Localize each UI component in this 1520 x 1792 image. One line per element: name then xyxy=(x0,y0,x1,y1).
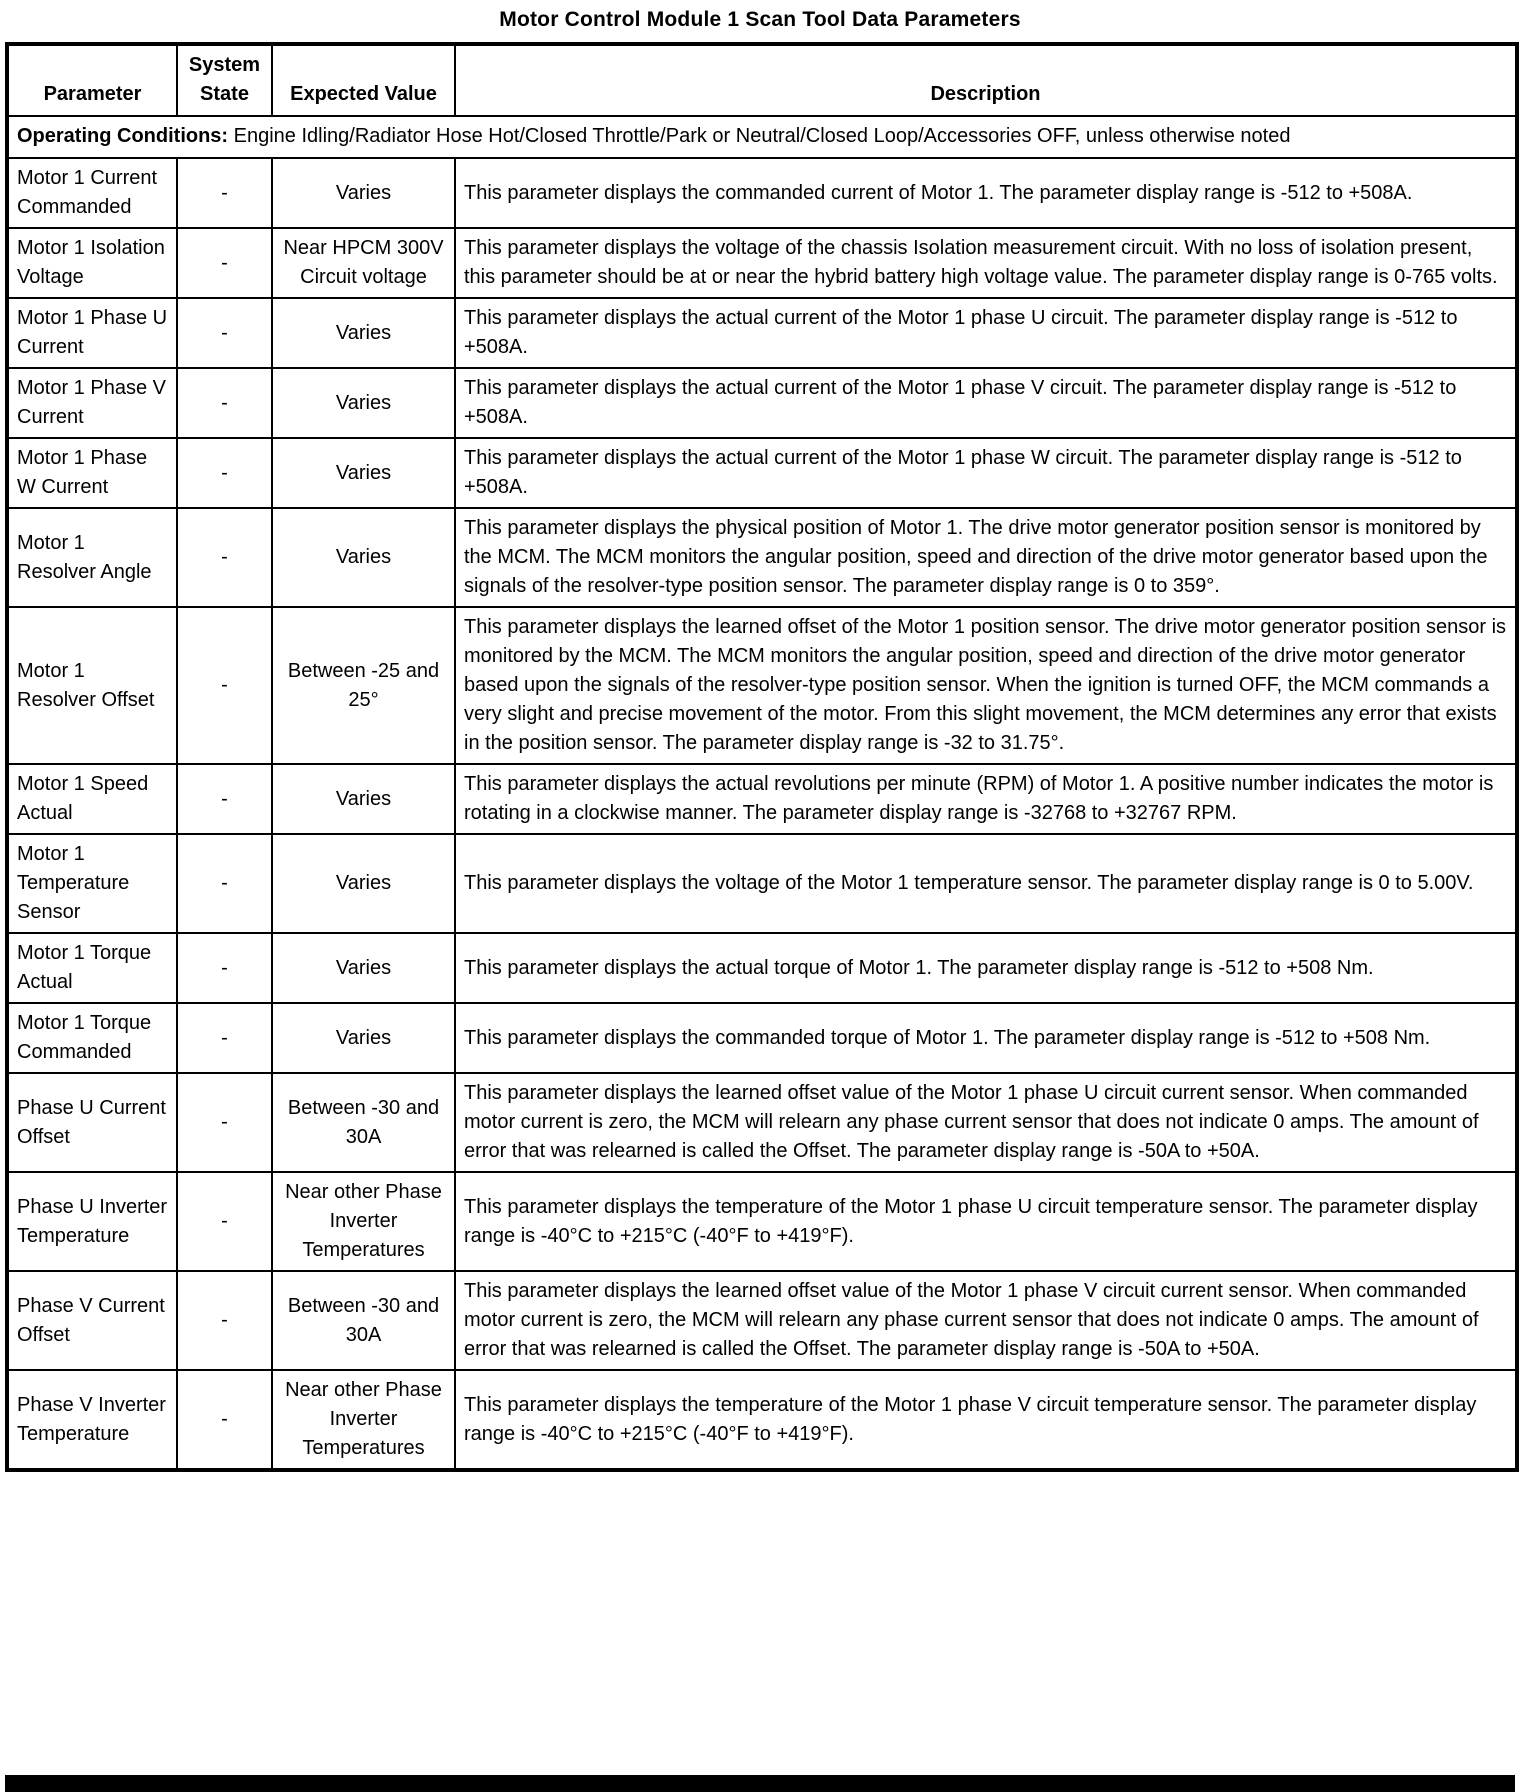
description-cell: This parameter displays the commanded torque of Motor 1. The parameter display range is -512 to +508 Nm. xyxy=(455,1003,1517,1073)
operating-conditions-cell xyxy=(7,116,1517,158)
expected-value-cell: Near other Phase Inverter Temperatures xyxy=(272,1172,455,1271)
parameter-cell: Phase V Inverter Temperature xyxy=(7,1370,177,1470)
table-header-row xyxy=(7,44,1517,116)
description-cell: This parameter displays the actual revolutions per minute (RPM) of Motor 1. A positive number indicates the motor is rotating in a clockwise manner. The parameter display range is -32768 to +32767 RPM. xyxy=(455,764,1517,834)
expected-value-cell: Between -30 and 30A xyxy=(272,1073,455,1172)
system-state-cell: - xyxy=(177,1073,272,1172)
parameter-row xyxy=(7,1172,1517,1271)
parameter-row xyxy=(7,158,1517,228)
parameters-table xyxy=(5,42,1519,1472)
description-cell: This parameter displays the actual torque of Motor 1. The parameter display range is -512 to +508 Nm. xyxy=(455,933,1517,1003)
expected-value-cell: Varies xyxy=(272,438,455,508)
description-cell: This parameter displays the temperature of the Motor 1 phase U circuit temperature sensor. The parameter display range is -40°C to +215°C (-40°F to +419°F). xyxy=(455,1172,1517,1271)
parameter-cell: Motor 1 Current Commanded xyxy=(7,158,177,228)
system-state-cell: - xyxy=(177,1370,272,1470)
description-cell: This parameter displays the commanded current of Motor 1. The parameter display range is -512 to +508A. xyxy=(455,158,1517,228)
description-cell: This parameter displays the actual current of the Motor 1 phase W circuit. The parameter display range is -512 to +508A. xyxy=(455,438,1517,508)
parameter-row xyxy=(7,438,1517,508)
system-state-cell: - xyxy=(177,1003,272,1073)
system-state-cell: - xyxy=(177,298,272,368)
description-cell: This parameter displays the physical position of Motor 1. The drive motor generator position sensor is monitored by the MCM. The MCM monitors the angular position, speed and direction of the drive motor generator based upon the signals of the resolver-type position sensor. The parameter display range is 0 to 359°. xyxy=(455,508,1517,607)
parameter-row xyxy=(7,1271,1517,1370)
parameter-row xyxy=(7,607,1517,764)
parameter-row xyxy=(7,834,1517,933)
parameter-row xyxy=(7,933,1517,1003)
parameter-cell: Motor 1 Speed Actual xyxy=(7,764,177,834)
parameter-row xyxy=(7,368,1517,438)
system-state-cell: - xyxy=(177,508,272,607)
parameter-cell: Motor 1 Temperature Sensor xyxy=(7,834,177,933)
expected-value-cell: Near other Phase Inverter Temperatures xyxy=(272,1370,455,1470)
parameter-cell: Phase U Inverter Temperature xyxy=(7,1172,177,1271)
expected-value-cell: Varies xyxy=(272,834,455,933)
parameter-row xyxy=(7,298,1517,368)
expected-value-cell: Varies xyxy=(272,158,455,228)
description-cell: This parameter displays the learned offset of the Motor 1 position sensor. The drive motor generator position sensor is monitored by the MCM. The MCM monitors the angular position, speed and direction of the drive motor generator based upon the signals of the resolver-type position sensor. When the ignition is turned OFF, the MCM commands a very slight and precise movement of the motor. From this slight movement, the MCM determines any error that exists in the position sensor. The parameter display range is -32 to 31.75°. xyxy=(455,607,1517,764)
page-title: Motor Control Module 1 Scan Tool Data Parameters xyxy=(499,8,1021,31)
parameter-cell: Phase U Current Offset xyxy=(7,1073,177,1172)
expected-value-cell: Varies xyxy=(272,764,455,834)
parameter-cell: Phase V Current Offset xyxy=(7,1271,177,1370)
description-cell: This parameter displays the voltage of the chassis Isolation measurement circuit. With no loss of isolation present, this parameter should be at or near the hybrid battery high voltage value. The parameter display range is 0-765 volts. xyxy=(455,228,1517,298)
description-cell: This parameter displays the learned offset value of the Motor 1 phase U circuit current sensor. When commanded motor current is zero, the MCM will relearn any phase current sensor that does not indicate 0 amps. The amount of error that was relearned is called the Offset. The parameter display range is -50A to +50A. xyxy=(455,1073,1517,1172)
description-cell: This parameter displays the learned offset value of the Motor 1 phase V circuit current sensor. When commanded motor current is zero, the MCM will relearn any phase current sensor that does not indicate 0 amps. The amount of error that was relearned is called the Offset. The parameter display range is -50A to +50A. xyxy=(455,1271,1517,1370)
column-header-expected-value: Expected Value xyxy=(272,44,455,116)
page-bottom-bar xyxy=(5,1775,1515,1792)
system-state-cell: - xyxy=(177,438,272,508)
operating-conditions-row xyxy=(7,116,1517,158)
expected-value-cell: Varies xyxy=(272,1003,455,1073)
parameter-row xyxy=(7,508,1517,607)
parameter-cell: Motor 1 Isolation Voltage xyxy=(7,228,177,298)
expected-value-cell: Between -30 and 30A xyxy=(272,1271,455,1370)
description-cell: This parameter displays the voltage of the Motor 1 temperature sensor. The parameter display range is 0 to 5.00V. xyxy=(455,834,1517,933)
expected-value-cell: Varies xyxy=(272,298,455,368)
parameter-cell: Motor 1 Resolver Offset xyxy=(7,607,177,764)
parameter-cell: Motor 1 Torque Actual xyxy=(7,933,177,1003)
system-state-cell: - xyxy=(177,764,272,834)
system-state-cell: - xyxy=(177,1271,272,1370)
parameter-row xyxy=(7,764,1517,834)
expected-value-cell: Varies xyxy=(272,508,455,607)
system-state-cell: - xyxy=(177,368,272,438)
column-header-parameter: Parameter xyxy=(7,44,177,116)
system-state-cell: - xyxy=(177,933,272,1003)
expected-value-cell: Varies xyxy=(272,933,455,1003)
system-state-cell: - xyxy=(177,228,272,298)
table-body xyxy=(7,116,1517,1470)
column-header-system-state: System State xyxy=(177,44,272,116)
column-header-description: Description xyxy=(455,44,1517,116)
parameter-cell: Motor 1 Torque Commanded xyxy=(7,1003,177,1073)
expected-value-cell: Between -25 and 25° xyxy=(272,607,455,764)
parameter-row xyxy=(7,1073,1517,1172)
parameter-row xyxy=(7,1003,1517,1073)
parameter-row xyxy=(7,228,1517,298)
description-cell: This parameter displays the actual current of the Motor 1 phase V circuit. The parameter display range is -512 to +508A. xyxy=(455,368,1517,438)
parameter-cell: Motor 1 Phase W Current xyxy=(7,438,177,508)
description-cell: This parameter displays the actual current of the Motor 1 phase U circuit. The parameter display range is -512 to +508A. xyxy=(455,298,1517,368)
operating-conditions-text: Engine Idling/Radiator Hose Hot/Closed Throttle/Park or Neutral/Closed Loop/Accessories OFF, unless otherwise noted xyxy=(228,125,1291,147)
expected-value-cell: Near HPCM 300V Circuit voltage xyxy=(272,228,455,298)
system-state-cell: - xyxy=(177,158,272,228)
parameter-row xyxy=(7,1370,1517,1470)
parameter-cell: Motor 1 Phase U Current xyxy=(7,298,177,368)
system-state-cell: - xyxy=(177,834,272,933)
operating-conditions-label: Operating Conditions: xyxy=(17,125,229,147)
expected-value-cell: Varies xyxy=(272,368,455,438)
system-state-cell: - xyxy=(177,607,272,764)
description-cell: This parameter displays the temperature of the Motor 1 phase V circuit temperature sensor. The parameter display range is -40°C to +215°C (-40°F to +419°F). xyxy=(455,1370,1517,1470)
system-state-cell: - xyxy=(177,1172,272,1271)
parameter-cell: Motor 1 Phase V Current xyxy=(7,368,177,438)
parameter-cell: Motor 1 Resolver Angle xyxy=(7,508,177,607)
